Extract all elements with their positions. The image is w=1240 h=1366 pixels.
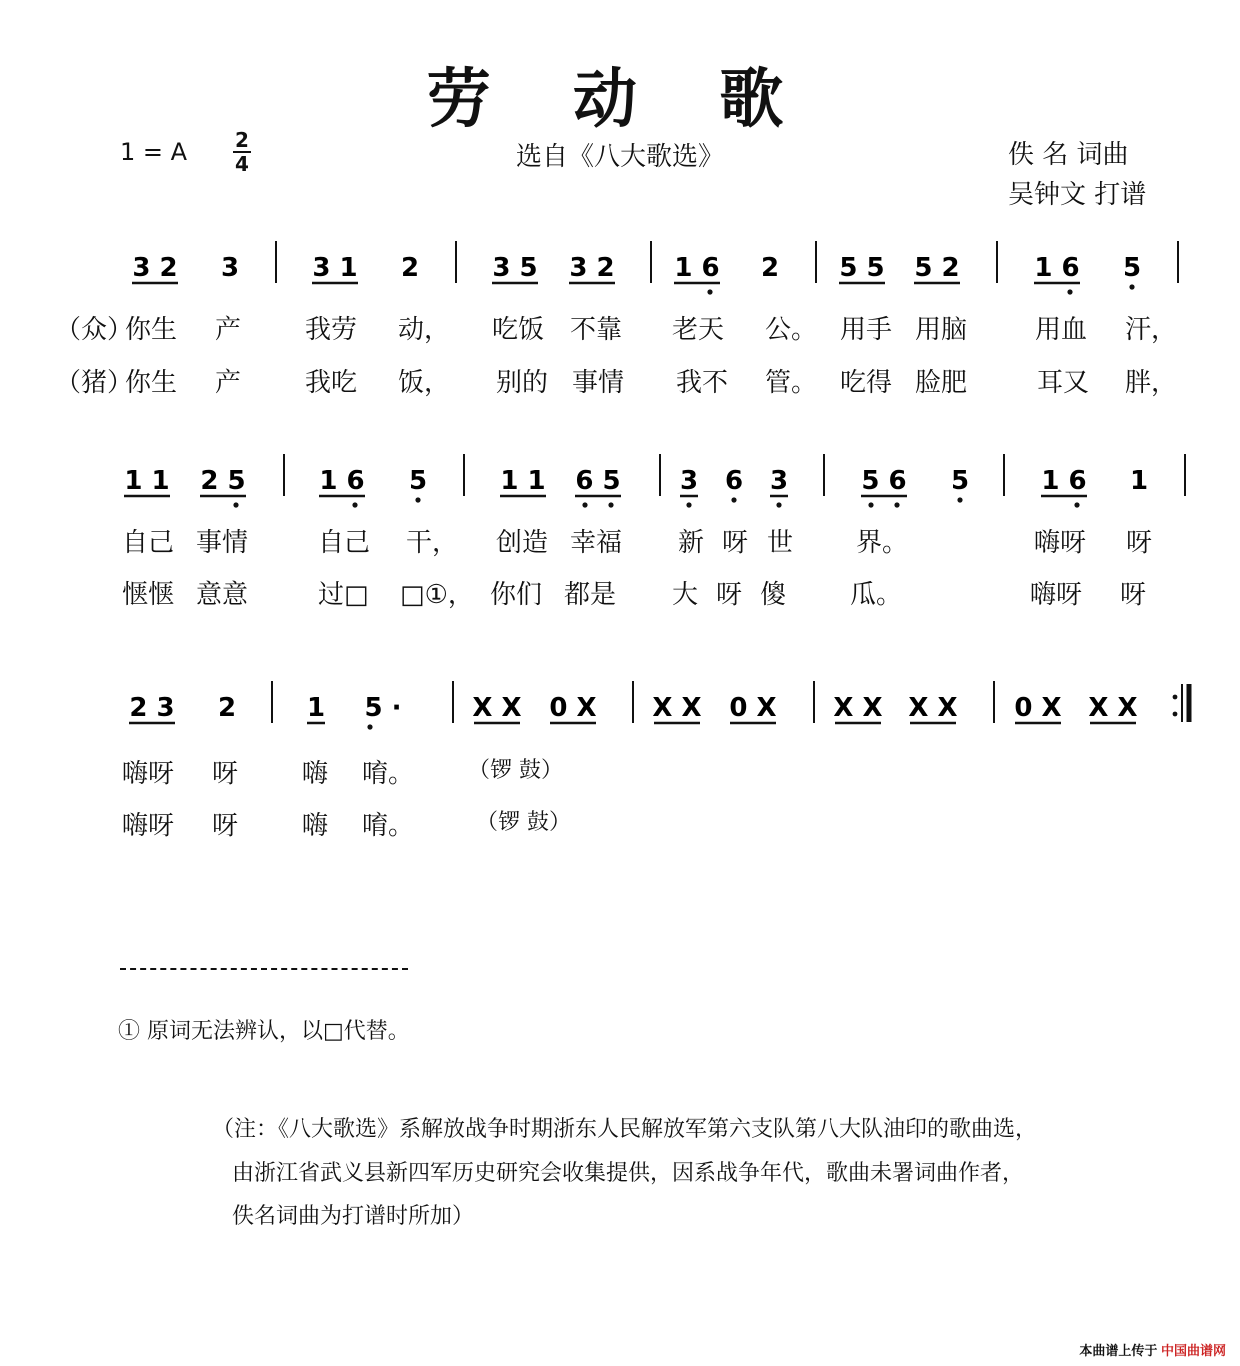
lyric-word: 胖，: [1125, 368, 1178, 398]
song-title: 劳 动 歌: [426, 62, 814, 137]
site-brand: [1079, 1340, 1226, 1359]
brand-logo: 中国曲谱网: [1160, 1343, 1226, 1358]
lyric-word: （众）: [55, 315, 134, 345]
lyric-word: 呀: [1120, 580, 1147, 610]
note-group: 3: [220, 253, 240, 283]
lyric-word: 吃得: [840, 368, 893, 398]
note-group: 2: [217, 693, 237, 723]
lyric-word: 用手: [840, 315, 893, 345]
lyric-word: 不靠: [570, 315, 623, 345]
annotation-line-3: 佚名词曲为打谱时所加）: [232, 1204, 475, 1229]
note-group: 3: [769, 466, 789, 496]
lyric-word: 耳又: [1037, 368, 1090, 398]
lyric-word: 意意: [196, 580, 249, 610]
lyric-word: 新: [678, 528, 705, 558]
low-octave-dot: [233, 502, 238, 507]
key-signature: 1 = A: [120, 138, 188, 166]
low-octave-dot: [868, 502, 873, 507]
note-group: 0 X: [729, 693, 777, 723]
lyric-word: 脸肥: [915, 368, 968, 398]
lyric-word: 呀: [716, 580, 743, 610]
brand-prefix: 本曲谱上传于: [1079, 1343, 1158, 1358]
lyric-word: 幸福: [570, 528, 623, 558]
lyric-word: 我吃: [305, 368, 358, 398]
lyric-word: 呀: [1126, 528, 1153, 558]
note-group: 0 X: [1014, 693, 1062, 723]
lyric-word: 嗨呀: [1030, 580, 1083, 610]
lyric-word: （猪）: [55, 368, 134, 398]
note-group: 5: [950, 466, 970, 496]
repeat-dot: [1173, 695, 1178, 700]
credit-transcriber: 吴钟文 打谱: [1008, 180, 1147, 210]
note-group: X X: [1088, 693, 1138, 723]
note-group: 1 6: [674, 253, 720, 283]
note-group: 3 2: [132, 253, 178, 283]
lyric-word: 干，: [406, 528, 459, 558]
lyric-word: （锣 鼓）: [476, 810, 571, 835]
lyric-word: □①，: [400, 580, 474, 610]
note-group: 1 6: [1034, 253, 1080, 283]
lyric-word: 管。: [765, 368, 818, 398]
note-group: 3 1: [312, 253, 358, 283]
note-group: 0 X: [549, 693, 597, 723]
low-octave-dot: [731, 497, 736, 502]
low-octave-dot: [894, 502, 899, 507]
low-octave-dot: [367, 724, 372, 729]
lyric-word: 嗨呀: [1034, 528, 1087, 558]
time-signature-bottom: 4: [235, 152, 249, 176]
lyric-word: 嗨: [302, 811, 329, 841]
footnote-divider: [120, 968, 408, 970]
lyric-word: 吃饭: [492, 315, 545, 345]
lyric-word: 别的: [496, 368, 549, 398]
note-group: 5: [1122, 253, 1142, 283]
note-group: 6: [724, 466, 744, 496]
note-group: X X: [833, 693, 883, 723]
note-group: X X: [908, 693, 958, 723]
low-octave-dot: [352, 502, 357, 507]
low-octave-dot: [707, 289, 712, 294]
lyric-word: 瓜。: [850, 580, 903, 610]
lyric-word: 你们: [490, 580, 543, 610]
lyric-word: 我不: [676, 368, 729, 398]
lyric-word: 动，: [398, 315, 451, 345]
lyric-word: 产: [215, 368, 242, 398]
low-octave-dot: [957, 497, 962, 502]
lyric-word: 唷。: [362, 759, 415, 789]
lyric-word: 嗨呀: [122, 811, 175, 841]
note-group: 1 1: [124, 466, 170, 496]
low-octave-dot: [1074, 502, 1079, 507]
lyric-word: 你生: [125, 315, 178, 345]
lyric-word: 呀: [212, 811, 239, 841]
low-octave-dot: [608, 502, 613, 507]
lyric-word: 用血: [1035, 315, 1088, 345]
lyric-word: 老天: [672, 315, 725, 345]
lyric-word: 嗨呀: [122, 759, 175, 789]
low-octave-dot: [415, 497, 420, 502]
lyric-word: 呀: [212, 759, 239, 789]
note-group: 2 3: [129, 693, 175, 723]
note-group: 2: [760, 253, 780, 283]
note-group: 3: [679, 466, 699, 496]
low-octave-dot: [686, 502, 691, 507]
low-octave-dot: [582, 502, 587, 507]
note-group: 6 5: [575, 466, 621, 496]
lyric-word: 傻: [760, 580, 787, 610]
lyric-word: 产: [215, 315, 242, 345]
lyric-word: （锣 鼓）: [468, 758, 563, 783]
time-signature-top: 2: [235, 128, 249, 152]
lyric-word: 事情: [572, 368, 625, 398]
note-group: 5 ·: [364, 693, 402, 723]
note-group: 1 1: [500, 466, 546, 496]
lyric-word: 汗，: [1125, 315, 1178, 345]
lyric-word: 我劳: [305, 315, 358, 345]
note-group: 1 6: [319, 466, 365, 496]
note-group: 5 2: [914, 253, 960, 283]
annotation-line-1: （注：《八大歌选》系解放战争时期浙东人民解放军第六支队第八大队油印的歌曲选，: [212, 1117, 1038, 1142]
note-group: X X: [472, 693, 522, 723]
repeat-dot: [1173, 712, 1178, 717]
lyric-word: 呀: [722, 528, 749, 558]
note-group: 5 6: [861, 466, 907, 496]
lyric-word: 自己: [318, 528, 371, 558]
lyric-word: 惬惬: [122, 580, 175, 610]
note-group: 1: [306, 693, 326, 723]
low-octave-dot: [1129, 284, 1134, 289]
note-group: 3 2: [569, 253, 615, 283]
lyric-word: 创造: [496, 528, 549, 558]
note-group: 1 6: [1041, 466, 1087, 496]
lyric-word: 公。: [765, 315, 818, 345]
note-group: 3 5: [492, 253, 538, 283]
note-group: 2 5: [200, 466, 246, 496]
lyric-word: 唷。: [362, 811, 415, 841]
low-octave-dot: [776, 502, 781, 507]
low-octave-dot: [1067, 289, 1072, 294]
lyric-word: 事情: [196, 528, 249, 558]
lyric-word: 大: [672, 580, 699, 610]
lyric-word: 你生: [125, 368, 178, 398]
lyric-word: 界。: [856, 528, 909, 558]
footnote: ① 原词无法辨认，以□代替。: [118, 1019, 410, 1044]
lyric-word: 自己: [122, 528, 175, 558]
lyric-word: 用脑: [915, 315, 968, 345]
song-source: 选自《八大歌选》: [515, 142, 724, 172]
note-group: 5: [408, 466, 428, 496]
note-group: 2: [400, 253, 420, 283]
lyric-word: 过□: [318, 580, 369, 610]
credit-lyrics-music: 佚 名 词曲: [1008, 140, 1129, 170]
lyric-word: 饭，: [398, 368, 451, 398]
annotation-line-2: 由浙江省武义县新四军历史研究会收集提供，因系战争年代，歌曲未署词曲作者，: [232, 1161, 1025, 1186]
lyric-word: 都是: [564, 580, 617, 610]
lyric-word: 世: [767, 528, 794, 558]
note-group: 5 5: [839, 253, 885, 283]
lyric-word: 嗨: [302, 759, 329, 789]
note-group: 1: [1129, 466, 1149, 496]
note-group: X X: [652, 693, 702, 723]
